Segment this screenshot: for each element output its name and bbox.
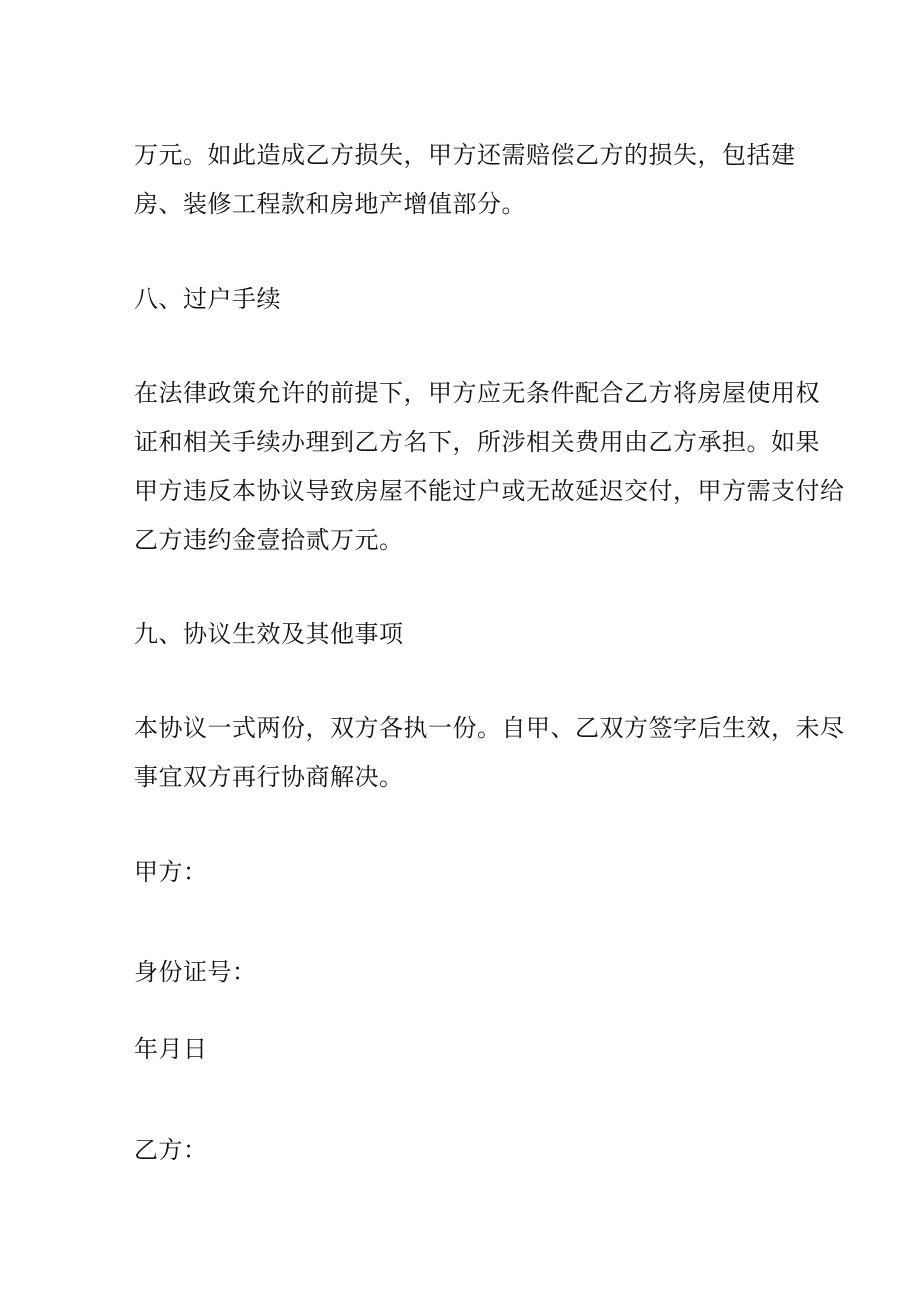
- section-8-heading: 八、过户手续: [134, 285, 281, 313]
- paragraph-line: 事宜双方再行协商解决。: [134, 763, 404, 791]
- paragraph-line: 乙方违约金壹拾贰万元。: [134, 526, 404, 554]
- section-9-heading: 九、协议生效及其他事项: [134, 620, 404, 648]
- paragraph-line: 万元。如此造成乙方损失，甲方还需赔偿乙方的损失，包括建: [134, 141, 796, 169]
- paragraph-line: 房、装修工程款和房地产增值部分。: [134, 190, 526, 218]
- party-b-label: 乙方：: [134, 1136, 208, 1164]
- date-label: 年月日: [134, 1035, 208, 1063]
- party-a-label: 甲方：: [134, 858, 208, 886]
- paragraph-line: 甲方违反本协议导致房屋不能过户或无故延迟交付，甲方需支付给: [134, 477, 845, 505]
- paragraph-line: 在法律政策允许的前提下，甲方应无条件配合乙方将房屋使用权: [134, 379, 820, 407]
- paragraph-line: 证和相关手续办理到乙方名下，所涉相关费用由乙方承担。如果: [134, 428, 820, 456]
- id-number-label: 身份证号：: [134, 958, 257, 986]
- paragraph-line: 本协议一式两份，双方各执一份。自甲、乙双方签字后生效，未尽: [134, 714, 845, 742]
